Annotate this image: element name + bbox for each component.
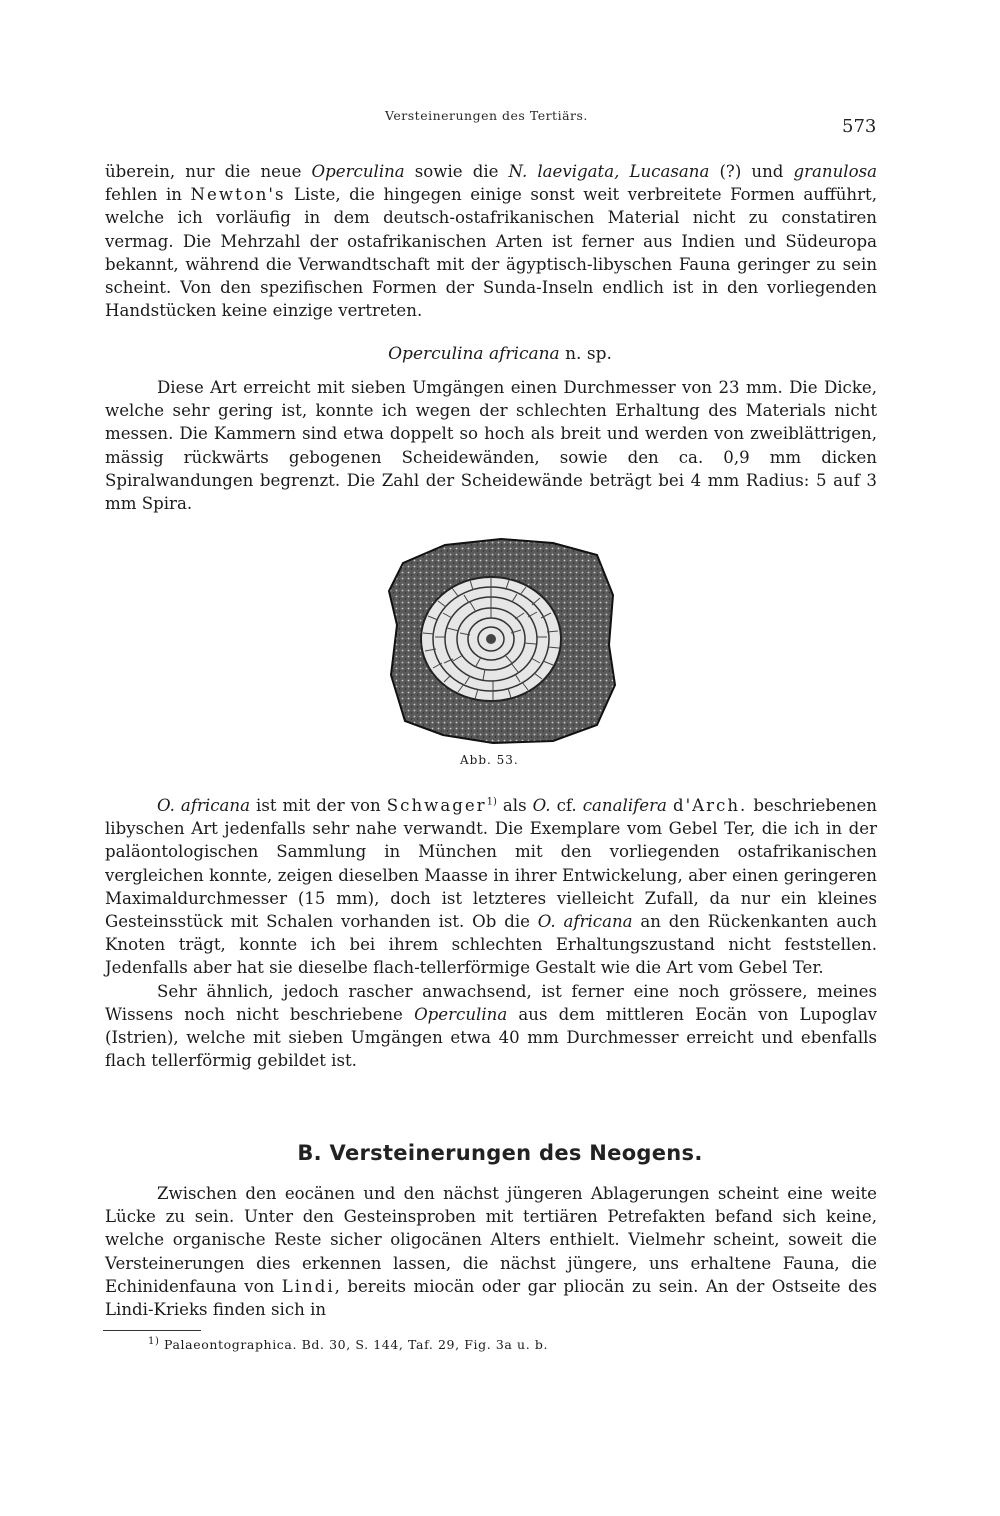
species-names: N. laevigata, Lucasana [508, 162, 710, 181]
species-heading [0, 344, 1000, 364]
paragraph-comparison [105, 794, 877, 1072]
paragraph-intro [105, 160, 877, 322]
species-heading-suffix: n. sp. [559, 344, 612, 364]
paragraph-neogene [105, 1182, 877, 1321]
species-name: O. africana [157, 796, 250, 815]
text-span: Sehr ähnlich, jedoch rascher anwachsend, ist ferner eine noch grössere, meines Wissens noch nicht beschriebene [105, 981, 877, 1024]
section-heading: B. Versteinerungen des Neogens. [297, 1141, 703, 1165]
author-name: Schwager [386, 796, 487, 815]
text-span: Zwischen den eocänen und den nächst jüngeren Ablagerungen scheint eine weite Lücke zu sein. Unter den Gesteinsproben mit tertiären Petrefakten befand sich keine, welche organische Reste sicher oligocänen Alters enthielt. Vielmehr scheint, soweit die Versteinerungen dies erkennen lassen, die nächst jüngere, uns erhaltene Fauna, die Echinidenfauna von [105, 1184, 877, 1296]
operculina-shell [421, 577, 561, 701]
text-span: an den Rückenkanten auch Knoten trägt, konnte ich bei ihrem schlechten Erhaltungszustand nicht feststellen. Jedenfalls aber hat sie dieselbe flach-tellerförmige Gestalt wie die Art vom Gebel Ter. [105, 912, 877, 978]
genus-name: Operculina [414, 1004, 508, 1024]
footnote-rule [103, 1330, 201, 1331]
footnote [148, 1337, 548, 1352]
page-number: 573 [842, 116, 877, 137]
author-name: Newton's [190, 185, 286, 205]
author-name: d'Arch. [672, 796, 748, 815]
text-span: sowie die [404, 162, 509, 181]
footnote-mark: 1) [148, 1335, 160, 1347]
footnote-text: Palaeontographica. Bd. 30, S. 144, Taf. 29, Fig. 3a u. b. [159, 1337, 549, 1352]
text-span: (?) und [709, 162, 794, 181]
text-span: beschriebenen libyschen Art jedenfalls sehr nahe verwandt. Die Exemplare vom Gebel Ter, die ich in der paläontologischen Sammlung in München mit den vorliegenden ostafrikanischen vergleichen konnte, zeigen dieselben Maasse in ihrer Entwickelung, aber einen geringeren Maximaldurchmesser (15 mm), doch ist letzteres vielleicht Zufall, da nur ein kleines Gesteinsstück mit Schalen vorhanden ist. Ob die [105, 796, 877, 932]
text-span: als [496, 796, 533, 815]
species-name: O. africana [537, 912, 633, 932]
paragraph-description [105, 376, 877, 515]
species-heading-name: Operculina africana [388, 344, 560, 364]
text-span: cf. [550, 796, 583, 815]
species-name: granulosa [793, 162, 877, 181]
running-head: Versteinerungen des Tertiärs. [385, 108, 588, 123]
genus-name: Operculina [311, 162, 405, 181]
description-text: Diese Art erreicht mit sieben Umgängen einen Durchmesser von 23 mm. Die Dicke, welche sehr gering ist, konnte ich wegen der schlechten Erhaltung des Materials nicht messen. Die Kammern sind etwa doppelt so hoch als breit und werden von zweiblättrigen, mässig rückwärts gebogenen Scheidewänden, sowie den ca. 0,9 mm dicken Spiralwandungen begrenzt. Die Zahl der Scheidewände beträgt bei 4 mm Radius: 5 auf 3 mm Spira. [105, 378, 877, 514]
place-name: Lindi [281, 1276, 335, 1296]
text-span: , bereits miocän oder gar pliocän zu sein. An der Ostseite des Lindi-Krieks finden sich in [105, 1276, 877, 1320]
text-span: überein, nur die neue [105, 162, 312, 181]
genus-abbrev: O. [532, 796, 551, 815]
footnote-marker: 1) [486, 796, 497, 808]
text-span: aus dem mittleren Eocän von Lupoglav (Istrien), welche mit sieben Umgängen etwa 40 mm Durchmesser erreicht und ebenfalls flach tellerförmig gebildet ist. [105, 1004, 877, 1071]
text-span: Liste, die hingegen einige sonst weit verbreitete Formen aufführt, welche ich vorläufig in dem deutsch-ostafrikanischen Material nicht zu constatiren vermag. Die Mehrzahl der ostafrikanischen Arten ist ferner aus Indien und Südeuropa bekannt, während die Verwandtschaft mit der ägyptisch-libyschen Fauna geringer zu sein scheint. Von den spezifischen Formen der Sunda-Inseln endlich ist in den vorliegenden Handstücken keine einzige vertreten. [105, 185, 877, 321]
text-span: ist mit der von [249, 796, 387, 815]
fossil-figure [383, 535, 619, 747]
species-name: canalifera [582, 796, 667, 815]
text-span: fehlen in [105, 185, 191, 205]
figure-caption: Abb. 53. [460, 753, 519, 767]
